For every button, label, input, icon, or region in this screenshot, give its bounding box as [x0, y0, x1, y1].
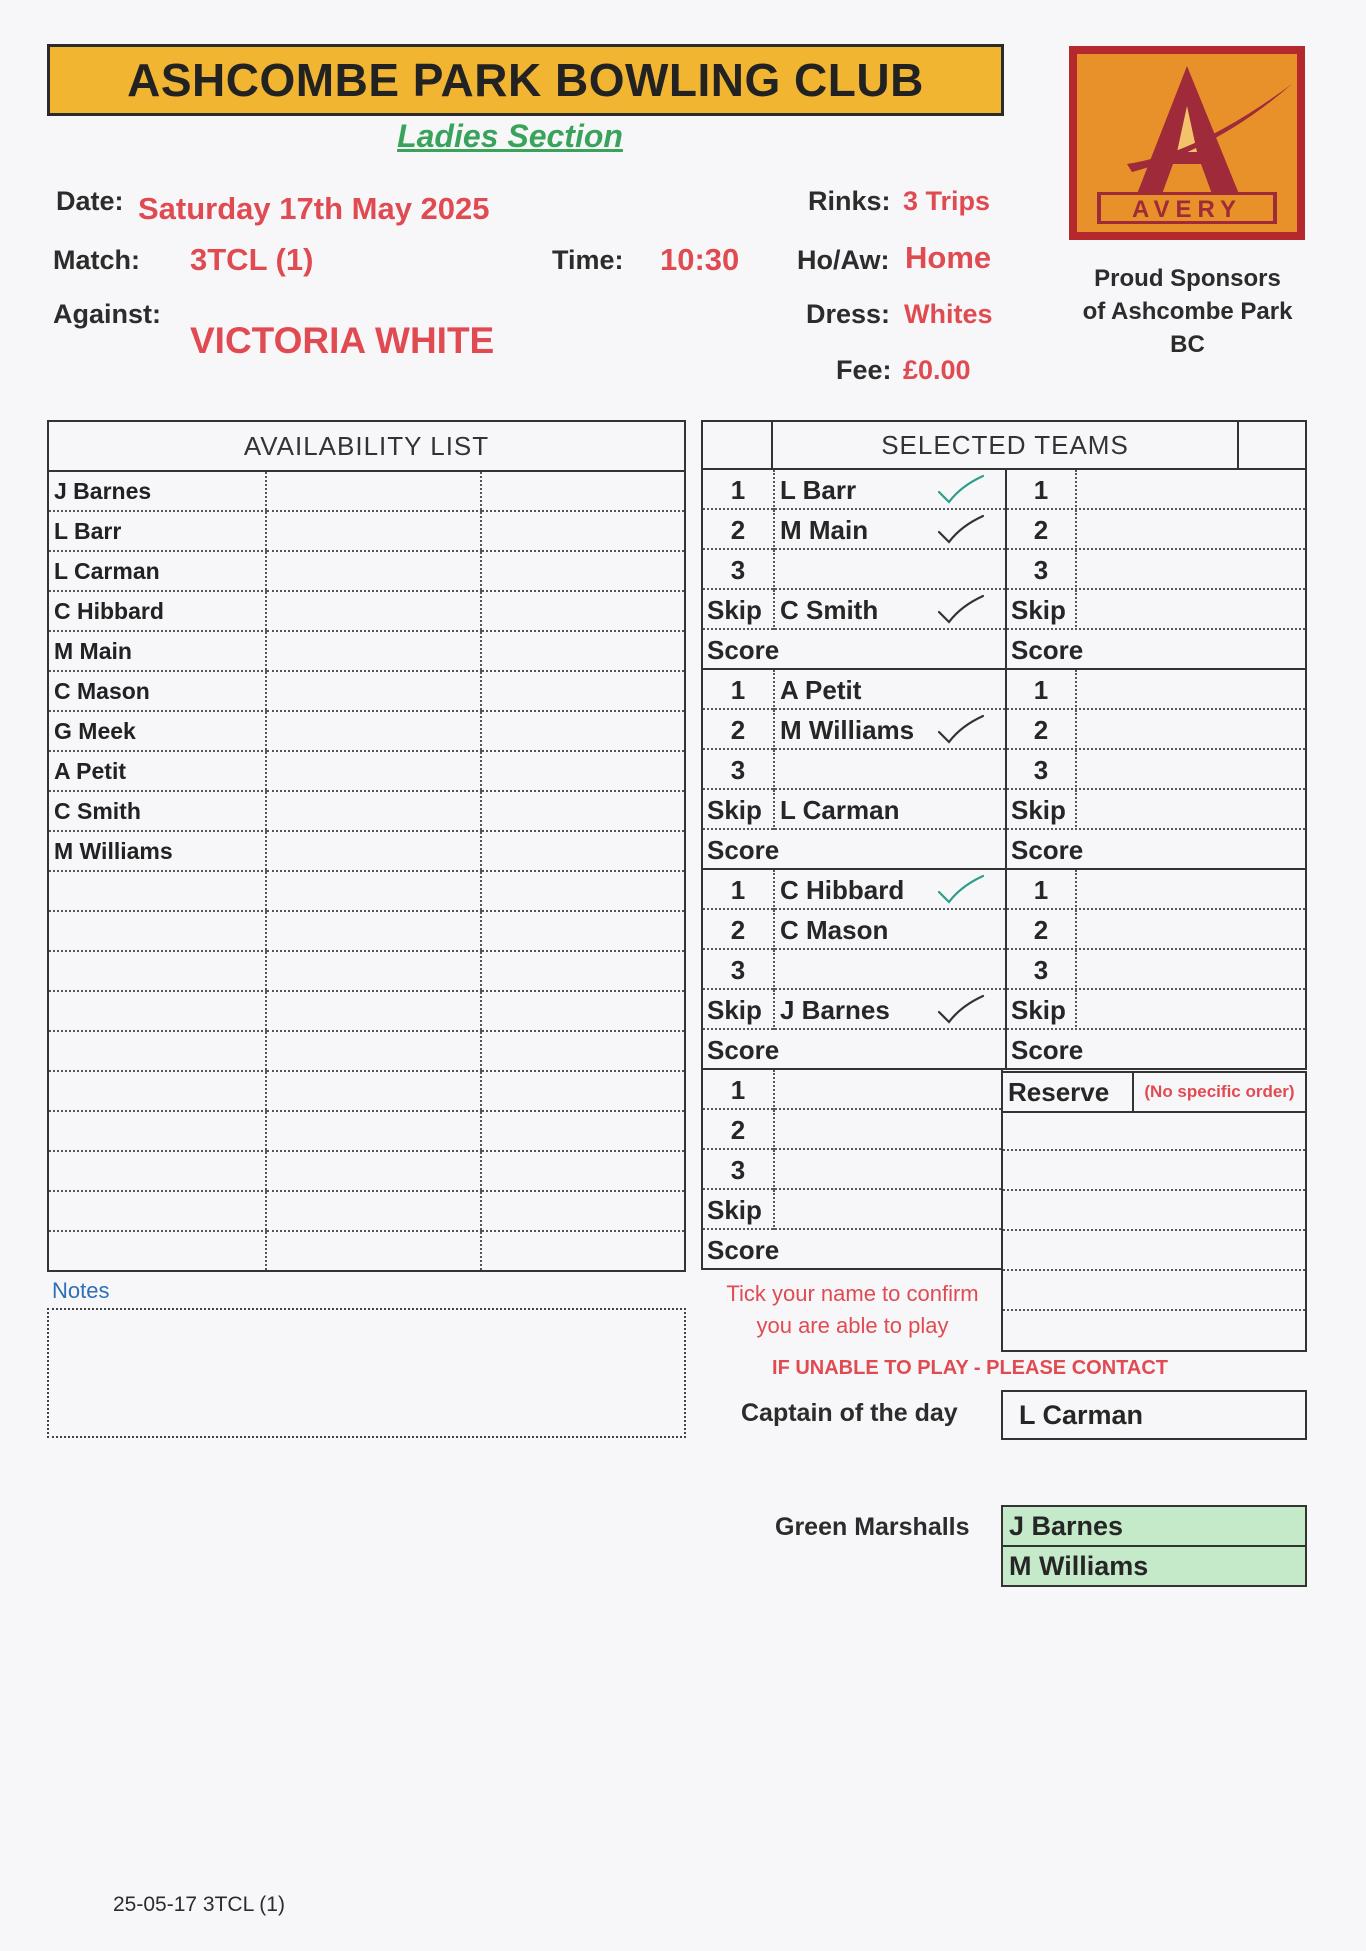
- position-label: Skip: [707, 1195, 762, 1225]
- position-row: [703, 1150, 1001, 1190]
- availability-row: [48, 1151, 685, 1191]
- availability-cell[interactable]: [481, 711, 685, 751]
- availability-name: G Meek: [48, 711, 266, 751]
- position-row: [703, 1070, 1001, 1110]
- availability-cell[interactable]: [266, 1151, 481, 1191]
- tick-mark-icon: [931, 992, 987, 1033]
- reserve-label: Reserve: [1003, 1073, 1134, 1111]
- opponent-name-cell[interactable]: [1075, 790, 1305, 830]
- availability-row: [48, 831, 685, 871]
- position-label: 1: [730, 1075, 746, 1105]
- availability-cell[interactable]: [481, 991, 685, 1031]
- tick-mark-icon: [931, 872, 987, 913]
- availability-name: [48, 871, 266, 911]
- opponent-position-label: Skip: [1005, 990, 1075, 1030]
- opponent-name-cell[interactable]: [1075, 870, 1305, 910]
- availability-row: [48, 711, 685, 751]
- marshall-name-1: J Barnes: [1001, 1505, 1307, 1547]
- rink-block: [701, 470, 1307, 670]
- opponent-position-label: Skip: [1005, 790, 1075, 830]
- availability-row: [48, 551, 685, 591]
- opponent-name-cell[interactable]: [1075, 590, 1305, 630]
- availability-cell[interactable]: [481, 1111, 685, 1151]
- availability-name: [48, 1111, 266, 1151]
- opponent-position-label: 2: [1005, 910, 1075, 950]
- availability-name: C Smith: [48, 791, 266, 831]
- opponent-name-cell[interactable]: [1075, 470, 1305, 510]
- availability-cell[interactable]: [481, 751, 685, 791]
- tick-mark-icon: [931, 472, 987, 513]
- availability-name: A Petit: [48, 751, 266, 791]
- reserve-list: [1001, 1111, 1307, 1352]
- availability-name: [48, 1151, 266, 1191]
- opponent-name-cell[interactable]: [1075, 670, 1305, 710]
- score-label: Score: [707, 1235, 780, 1265]
- rinks-label: Rinks:: [808, 186, 891, 216]
- availability-cell[interactable]: [481, 951, 685, 991]
- opponent-position-label: 3: [1005, 550, 1075, 590]
- availability-row: [48, 511, 685, 551]
- availability-row: [48, 1111, 685, 1151]
- player-name[interactable]: L Carman: [773, 790, 1005, 830]
- sponsor-line-1: Proud Sponsors: [1094, 265, 1281, 292]
- rink-block: [701, 870, 1307, 1070]
- opponent-score-label: Score: [1005, 830, 1305, 870]
- availability-cell[interactable]: [481, 1151, 685, 1191]
- player-name[interactable]: L Barr: [773, 470, 1005, 510]
- reserve-note: (No specific order): [1144, 1082, 1295, 1101]
- date-value: Saturday 17th May 2025: [138, 191, 490, 226]
- tick-mark-icon: [931, 592, 987, 633]
- availability-row: [48, 591, 685, 631]
- availability-cell[interactable]: [266, 871, 481, 911]
- availability-cell[interactable]: [481, 591, 685, 631]
- availability-cell[interactable]: [481, 791, 685, 831]
- opponent-name-cell[interactable]: [1075, 550, 1305, 590]
- player-name[interactable]: [773, 1070, 1005, 1110]
- availability-name: [48, 911, 266, 951]
- opponent-name-cell[interactable]: [1075, 510, 1305, 550]
- opponent-name-cell[interactable]: [1075, 910, 1305, 950]
- availability-name: J Barnes: [48, 471, 266, 511]
- availability-cell[interactable]: [266, 551, 481, 591]
- availability-cell[interactable]: [266, 1231, 481, 1271]
- tick-line-1: Tick your name to confirm: [726, 1281, 979, 1306]
- position-label: 1: [730, 675, 746, 705]
- availability-cell[interactable]: [266, 791, 481, 831]
- opponent-position-label: 3: [1005, 950, 1075, 990]
- player-name[interactable]: A Petit: [773, 670, 1005, 710]
- availability-cell[interactable]: [266, 591, 481, 631]
- position-row: [703, 590, 1305, 630]
- availability-row: [48, 951, 685, 991]
- availability-cell[interactable]: [266, 751, 481, 791]
- opponent-name-cell[interactable]: [1075, 990, 1305, 1030]
- position-label: 3: [730, 555, 746, 585]
- reserve-slot[interactable]: [1003, 1231, 1305, 1271]
- position-row: [703, 750, 1305, 790]
- rink-block: [701, 1070, 1003, 1270]
- availability-cell[interactable]: [266, 1071, 481, 1111]
- availability-cell[interactable]: [481, 1191, 685, 1231]
- tick-mark-icon: [931, 712, 987, 753]
- position-row: [703, 710, 1305, 750]
- player-name[interactable]: C Smith: [773, 590, 1005, 630]
- against-value: VICTORIA WHITE: [190, 320, 495, 361]
- opponent-position-label: 3: [1005, 750, 1075, 790]
- score-label: Score: [707, 835, 780, 865]
- position-row: [703, 470, 1305, 510]
- availability-row: [48, 911, 685, 951]
- availability-cell[interactable]: [481, 831, 685, 871]
- availability-cell[interactable]: [266, 1031, 481, 1071]
- score-row: [703, 1230, 1001, 1270]
- availability-cell[interactable]: [481, 671, 685, 711]
- opponent-score-label: Score: [1005, 630, 1305, 670]
- club-title-banner: [47, 44, 1004, 116]
- availability-cell[interactable]: [266, 911, 481, 951]
- availability-cell[interactable]: [481, 511, 685, 551]
- position-row: [703, 510, 1305, 550]
- position-label: 1: [730, 475, 746, 505]
- opponent-position-label: 1: [1005, 670, 1075, 710]
- availability-cell[interactable]: [266, 631, 481, 671]
- position-label: 2: [730, 915, 746, 945]
- availability-name: [48, 1071, 266, 1111]
- position-row: [703, 950, 1305, 990]
- marshalls-label: Green Marshalls: [775, 1513, 970, 1541]
- availability-name: [48, 1231, 266, 1271]
- availability-cell[interactable]: [266, 831, 481, 871]
- position-label: Skip: [707, 795, 762, 825]
- availability-cell[interactable]: [266, 711, 481, 751]
- contact-instruction: IF UNABLE TO PLAY - PLEASE CONTACT: [772, 1357, 1168, 1379]
- match-value: 3TCL (1): [190, 242, 314, 277]
- score-label: Score: [707, 635, 780, 665]
- captain-name: L Carman: [1001, 1390, 1307, 1440]
- availability-table: [47, 420, 686, 1272]
- reserve-slot[interactable]: [1003, 1271, 1305, 1311]
- position-label: 2: [730, 715, 746, 745]
- time-label: Time:: [552, 245, 624, 275]
- opponent-score-label: Score: [1005, 1030, 1305, 1070]
- hoaw-value: Home: [905, 240, 992, 275]
- logo-text: AVERY: [1131, 196, 1243, 223]
- reserve-slot[interactable]: [1003, 1151, 1305, 1191]
- availability-row: [48, 631, 685, 671]
- sponsor-line-3: BC: [1170, 331, 1205, 358]
- time-value: 10:30: [660, 242, 740, 277]
- captain-label: Captain of the day: [741, 1399, 958, 1427]
- club-name: ASHCOMBE PARK BOWLING CLUB: [127, 54, 924, 106]
- opponent-name-cell[interactable]: [1075, 950, 1305, 990]
- against-label: Against:: [53, 299, 161, 329]
- position-label: 2: [730, 515, 746, 545]
- position-row: [703, 550, 1305, 590]
- footer-reference: 25-05-17 3TCL (1): [113, 1893, 285, 1916]
- teams-title: SELECTED TEAMS: [773, 422, 1239, 468]
- marshall-name-2: M Williams: [1001, 1545, 1307, 1587]
- hoaw-label: Ho/Aw:: [797, 245, 890, 275]
- availability-title: AVAILABILITY LIST: [48, 421, 685, 471]
- availability-name: [48, 1191, 266, 1231]
- player-name[interactable]: [773, 750, 1005, 790]
- availability-row: [48, 751, 685, 791]
- availability-cell[interactable]: [266, 511, 481, 551]
- availability-row: [48, 871, 685, 911]
- availability-name: L Barr: [48, 511, 266, 551]
- availability-row: [48, 791, 685, 831]
- position-label: 3: [730, 1155, 746, 1185]
- availability-cell[interactable]: [481, 911, 685, 951]
- availability-name: [48, 1031, 266, 1071]
- availability-cell[interactable]: [481, 471, 685, 511]
- position-label: Skip: [707, 995, 762, 1025]
- teams-header: [701, 420, 1307, 470]
- opponent-position-label: 2: [1005, 510, 1075, 550]
- opponent-position-label: 1: [1005, 470, 1075, 510]
- availability-cell[interactable]: [481, 1231, 685, 1271]
- opponent-name-cell[interactable]: [1075, 710, 1305, 750]
- rink-block: [701, 670, 1307, 870]
- availability-cell[interactable]: [481, 631, 685, 671]
- position-label: 1: [730, 875, 746, 905]
- opponent-position-label: Skip: [1005, 590, 1075, 630]
- availability-name: M Williams: [48, 831, 266, 871]
- player-name[interactable]: [773, 1110, 1005, 1150]
- reserve-header: [1001, 1071, 1307, 1113]
- availability-name: [48, 951, 266, 991]
- avery-logo: [1067, 44, 1307, 242]
- notes-label: Notes: [52, 1278, 110, 1303]
- player-name[interactable]: C Hibbard: [773, 870, 1005, 910]
- position-row: [703, 670, 1305, 710]
- player-name[interactable]: [773, 1150, 1005, 1190]
- notes-box[interactable]: [47, 1308, 686, 1438]
- position-label: Skip: [707, 595, 762, 625]
- dress-value: Whites: [904, 299, 993, 329]
- availability-row: [48, 1031, 685, 1071]
- tick-line-2: you are able to play: [756, 1313, 949, 1338]
- player-name[interactable]: J Barnes: [773, 990, 1005, 1030]
- player-name[interactable]: M Main: [773, 510, 1005, 550]
- position-label: 3: [730, 955, 746, 985]
- availability-row: [48, 1071, 685, 1111]
- availability-cell[interactable]: [481, 871, 685, 911]
- opponent-position-label: 2: [1005, 710, 1075, 750]
- availability-cell[interactable]: [266, 671, 481, 711]
- fee-value: £0.00: [903, 355, 971, 385]
- player-name[interactable]: [773, 550, 1005, 590]
- score-row: [703, 630, 1305, 670]
- match-label: Match:: [53, 245, 140, 275]
- position-row: [703, 910, 1305, 950]
- availability-cell[interactable]: [481, 1031, 685, 1071]
- player-name[interactable]: [773, 1190, 1005, 1230]
- dress-label: Dress:: [806, 299, 891, 329]
- player-name[interactable]: C Mason: [773, 910, 1005, 950]
- availability-name: L Carman: [48, 551, 266, 591]
- availability-row: [48, 991, 685, 1031]
- availability-row: [48, 671, 685, 711]
- position-label: 2: [730, 1115, 746, 1145]
- position-row: [703, 1110, 1001, 1150]
- availability-name: [48, 991, 266, 1031]
- player-name[interactable]: M Williams: [773, 710, 1005, 750]
- availability-row: [48, 1191, 685, 1231]
- sponsor-line-2: of Ashcombe Park: [1082, 298, 1293, 325]
- reserve-slot[interactable]: [1003, 1311, 1305, 1351]
- availability-cell[interactable]: [266, 471, 481, 511]
- position-row: [703, 790, 1305, 830]
- score-row: [703, 1030, 1305, 1070]
- player-name[interactable]: [773, 950, 1005, 990]
- opponent-name-cell[interactable]: [1075, 750, 1305, 790]
- sponsor-text: [1050, 262, 1325, 361]
- availability-cell[interactable]: [481, 551, 685, 591]
- availability-cell[interactable]: [266, 1111, 481, 1151]
- score-label: Score: [707, 1035, 780, 1065]
- date-label: Date:: [56, 186, 124, 216]
- position-label: 3: [730, 755, 746, 785]
- availability-name: C Mason: [48, 671, 266, 711]
- availability-row: [48, 1231, 685, 1271]
- reserve-slot[interactable]: [1003, 1111, 1305, 1151]
- availability-cell[interactable]: [266, 991, 481, 1031]
- reserve-slot[interactable]: [1003, 1191, 1305, 1231]
- score-row: [703, 830, 1305, 870]
- availability-cell[interactable]: [481, 1071, 685, 1111]
- section-subtitle: Ladies Section: [397, 118, 623, 154]
- availability-cell[interactable]: [266, 951, 481, 991]
- availability-row: [48, 471, 685, 511]
- opponent-position-label: 1: [1005, 870, 1075, 910]
- fee-label: Fee:: [836, 355, 892, 385]
- tick-mark-icon: [931, 512, 987, 553]
- position-row: [703, 1190, 1001, 1230]
- position-row: [703, 990, 1305, 1030]
- position-row: [703, 870, 1305, 910]
- rinks-value: 3 Trips: [903, 186, 991, 216]
- availability-name: M Main: [48, 631, 266, 671]
- tick-instruction: [700, 1278, 1005, 1342]
- availability-cell[interactable]: [266, 1191, 481, 1231]
- availability-name: C Hibbard: [48, 591, 266, 631]
